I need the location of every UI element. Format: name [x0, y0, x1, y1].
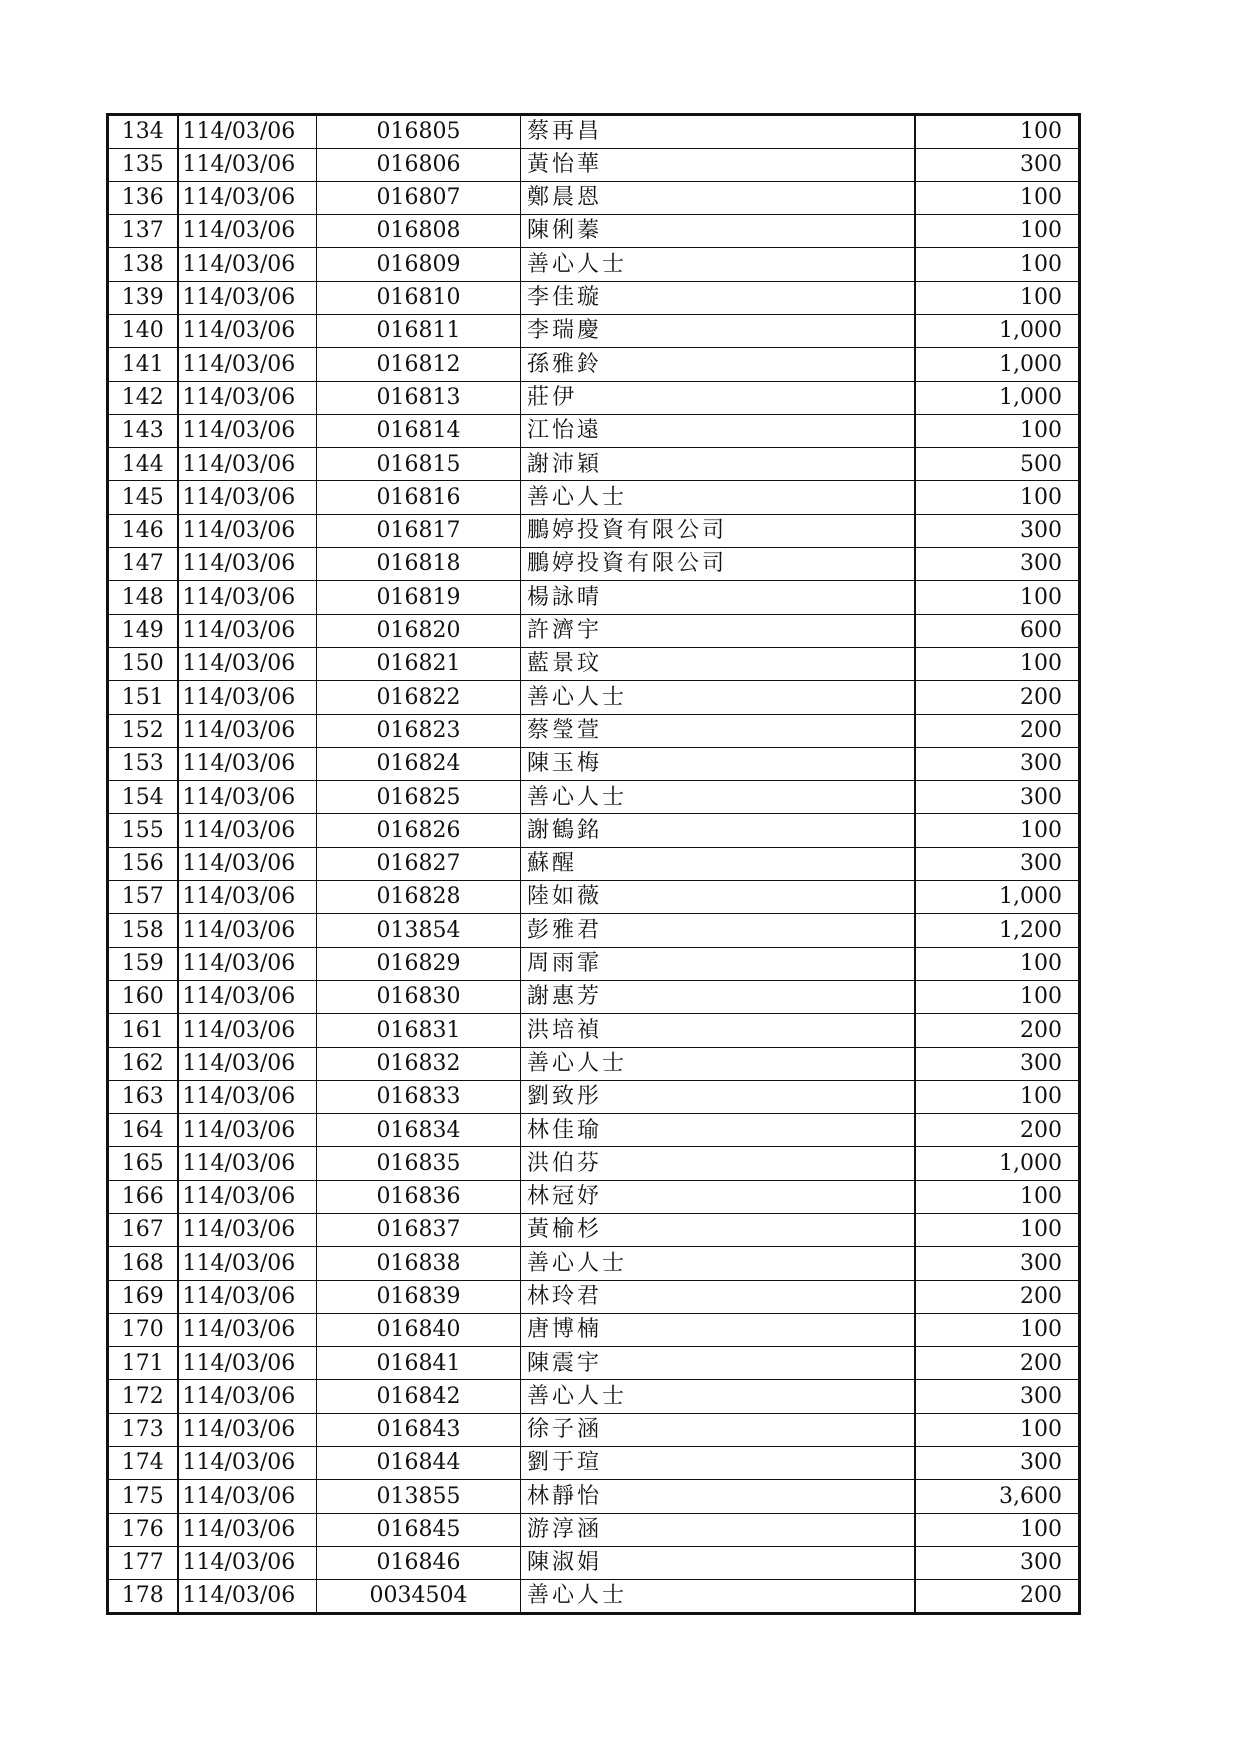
- donor-name-cell: 林冠妤: [521, 1180, 915, 1213]
- row-number-cell: 172: [108, 1380, 178, 1413]
- amount-cell: 300: [915, 1546, 1080, 1579]
- row-number-cell: 149: [108, 614, 178, 647]
- row-number-cell: 157: [108, 881, 178, 914]
- date-cell: 114/03/06: [178, 1214, 317, 1247]
- donor-name-cell: 江怡遠: [521, 414, 915, 447]
- date-cell: 114/03/06: [178, 847, 317, 880]
- date-cell: 114/03/06: [178, 947, 317, 980]
- date-cell: 114/03/06: [178, 781, 317, 814]
- amount-cell: 100: [915, 1214, 1080, 1247]
- receipt-number-cell: 016812: [317, 348, 521, 381]
- table-row: [108, 847, 1080, 880]
- donor-name-cell: 善心人士: [521, 1380, 915, 1413]
- date-cell: 114/03/06: [178, 1546, 317, 1579]
- row-number-cell: 163: [108, 1080, 178, 1113]
- amount-cell: 1,000: [915, 1147, 1080, 1180]
- amount-cell: 100: [915, 281, 1080, 314]
- receipt-number-cell: 016845: [317, 1513, 521, 1546]
- amount-cell: 300: [915, 1247, 1080, 1280]
- table-row: [108, 1513, 1080, 1546]
- date-cell: 114/03/06: [178, 1313, 317, 1346]
- date-cell: 114/03/06: [178, 881, 317, 914]
- table-row: [108, 1380, 1080, 1413]
- table-row: [108, 947, 1080, 980]
- row-number-cell: 164: [108, 1114, 178, 1147]
- table-row: [108, 1014, 1080, 1047]
- row-number-cell: 150: [108, 647, 178, 680]
- donor-name-cell: 善心人士: [521, 1247, 915, 1280]
- date-cell: 114/03/06: [178, 514, 317, 547]
- receipt-number-cell: 016818: [317, 548, 521, 581]
- receipt-number-cell: 016807: [317, 181, 521, 214]
- donor-name-cell: 黃怡華: [521, 148, 915, 181]
- table-row: [108, 814, 1080, 847]
- receipt-number-cell: 016815: [317, 448, 521, 481]
- amount-cell: 300: [915, 1047, 1080, 1080]
- date-cell: 114/03/06: [178, 814, 317, 847]
- table-row: [108, 1180, 1080, 1213]
- date-cell: 114/03/06: [178, 215, 317, 248]
- date-cell: 114/03/06: [178, 1447, 317, 1480]
- amount-cell: 300: [915, 514, 1080, 547]
- date-cell: 114/03/06: [178, 1180, 317, 1213]
- date-cell: 114/03/06: [178, 647, 317, 680]
- receipt-number-cell: 016810: [317, 281, 521, 314]
- row-number-cell: 173: [108, 1413, 178, 1446]
- table-row: [108, 614, 1080, 647]
- date-cell: 114/03/06: [178, 248, 317, 281]
- row-number-cell: 134: [108, 115, 178, 149]
- table-row: [108, 1080, 1080, 1113]
- table-row: [108, 1114, 1080, 1147]
- amount-cell: 100: [915, 115, 1080, 149]
- table-row: [108, 681, 1080, 714]
- date-cell: 114/03/06: [178, 1080, 317, 1113]
- donor-name-cell: 彭雅君: [521, 914, 915, 947]
- donation-table: [106, 113, 1081, 1615]
- receipt-number-cell: 016811: [317, 314, 521, 347]
- amount-cell: 200: [915, 1014, 1080, 1047]
- amount-cell: 200: [915, 1114, 1080, 1147]
- date-cell: 114/03/06: [178, 747, 317, 780]
- amount-cell: 200: [915, 714, 1080, 747]
- receipt-number-cell: 016816: [317, 481, 521, 514]
- table-row: [108, 181, 1080, 214]
- row-number-cell: 143: [108, 414, 178, 447]
- donor-name-cell: 林佳瑜: [521, 1114, 915, 1147]
- row-number-cell: 162: [108, 1047, 178, 1080]
- date-cell: 114/03/06: [178, 581, 317, 614]
- date-cell: 114/03/06: [178, 980, 317, 1013]
- amount-cell: 100: [915, 414, 1080, 447]
- table-row: [108, 1347, 1080, 1380]
- receipt-number-cell: 016842: [317, 1380, 521, 1413]
- donor-name-cell: 善心人士: [521, 248, 915, 281]
- row-number-cell: 151: [108, 681, 178, 714]
- receipt-number-cell: 016841: [317, 1347, 521, 1380]
- donor-name-cell: 莊伊: [521, 381, 915, 414]
- receipt-number-cell: 016809: [317, 248, 521, 281]
- receipt-number-cell: 016835: [317, 1147, 521, 1180]
- donor-name-cell: 李佳璇: [521, 281, 915, 314]
- table-row: [108, 1546, 1080, 1579]
- receipt-number-cell: 016834: [317, 1114, 521, 1147]
- row-number-cell: 144: [108, 448, 178, 481]
- date-cell: 114/03/06: [178, 414, 317, 447]
- receipt-number-cell: 016829: [317, 947, 521, 980]
- date-cell: 114/03/06: [178, 1147, 317, 1180]
- row-number-cell: 152: [108, 714, 178, 747]
- table-row: [108, 581, 1080, 614]
- date-cell: 114/03/06: [178, 281, 317, 314]
- donor-name-cell: 蔡再昌: [521, 115, 915, 149]
- amount-cell: 100: [915, 947, 1080, 980]
- table-row: [108, 1413, 1080, 1446]
- row-number-cell: 136: [108, 181, 178, 214]
- table-row: [108, 1480, 1080, 1513]
- date-cell: 114/03/06: [178, 681, 317, 714]
- date-cell: 114/03/06: [178, 1114, 317, 1147]
- donor-name-cell: 林玲君: [521, 1280, 915, 1313]
- receipt-number-cell: 016838: [317, 1247, 521, 1280]
- amount-cell: 1,000: [915, 381, 1080, 414]
- receipt-number-cell: 016840: [317, 1313, 521, 1346]
- receipt-number-cell: 016824: [317, 747, 521, 780]
- donor-name-cell: 游淳涵: [521, 1513, 915, 1546]
- receipt-number-cell: 0034504: [317, 1580, 521, 1614]
- table-row: [108, 1447, 1080, 1480]
- amount-cell: 200: [915, 1347, 1080, 1380]
- receipt-number-cell: 016828: [317, 881, 521, 914]
- amount-cell: 500: [915, 448, 1080, 481]
- table-row: [108, 281, 1080, 314]
- table-row: [108, 1214, 1080, 1247]
- row-number-cell: 135: [108, 148, 178, 181]
- table-row: [108, 448, 1080, 481]
- receipt-number-cell: 016820: [317, 614, 521, 647]
- receipt-number-cell: 016839: [317, 1280, 521, 1313]
- donor-name-cell: 孫雅鈴: [521, 348, 915, 381]
- date-cell: 114/03/06: [178, 348, 317, 381]
- amount-cell: 300: [915, 1447, 1080, 1480]
- amount-cell: 600: [915, 614, 1080, 647]
- donor-name-cell: 周雨霏: [521, 947, 915, 980]
- donor-name-cell: 劉于瑄: [521, 1447, 915, 1480]
- row-number-cell: 165: [108, 1147, 178, 1180]
- amount-cell: 1,000: [915, 314, 1080, 347]
- donor-name-cell: 善心人士: [521, 1580, 915, 1614]
- donor-name-cell: 善心人士: [521, 1047, 915, 1080]
- date-cell: 114/03/06: [178, 1347, 317, 1380]
- row-number-cell: 175: [108, 1480, 178, 1513]
- receipt-number-cell: 016822: [317, 681, 521, 714]
- row-number-cell: 161: [108, 1014, 178, 1047]
- row-number-cell: 159: [108, 947, 178, 980]
- table-row: [108, 714, 1080, 747]
- date-cell: 114/03/06: [178, 1480, 317, 1513]
- amount-cell: 200: [915, 1280, 1080, 1313]
- receipt-number-cell: 016826: [317, 814, 521, 847]
- amount-cell: 100: [915, 1080, 1080, 1113]
- table-row: [108, 148, 1080, 181]
- donor-name-cell: 善心人士: [521, 681, 915, 714]
- row-number-cell: 148: [108, 581, 178, 614]
- table-row: [108, 1147, 1080, 1180]
- date-cell: 114/03/06: [178, 381, 317, 414]
- receipt-number-cell: 016836: [317, 1180, 521, 1213]
- amount-cell: 300: [915, 548, 1080, 581]
- amount-cell: 100: [915, 1413, 1080, 1446]
- row-number-cell: 171: [108, 1347, 178, 1380]
- date-cell: 114/03/06: [178, 1047, 317, 1080]
- row-number-cell: 170: [108, 1313, 178, 1346]
- donor-name-cell: 善心人士: [521, 481, 915, 514]
- table-row: [108, 514, 1080, 547]
- row-number-cell: 145: [108, 481, 178, 514]
- row-number-cell: 160: [108, 980, 178, 1013]
- receipt-number-cell: 016846: [317, 1546, 521, 1579]
- row-number-cell: 141: [108, 348, 178, 381]
- receipt-number-cell: 016817: [317, 514, 521, 547]
- amount-cell: 1,000: [915, 881, 1080, 914]
- date-cell: 114/03/06: [178, 614, 317, 647]
- receipt-number-cell: 016813: [317, 381, 521, 414]
- donor-name-cell: 許濟宇: [521, 614, 915, 647]
- amount-cell: 100: [915, 581, 1080, 614]
- donor-name-cell: 謝沛穎: [521, 448, 915, 481]
- amount-cell: 100: [915, 814, 1080, 847]
- table-row: [108, 1280, 1080, 1313]
- donor-name-cell: 林靜怡: [521, 1480, 915, 1513]
- donor-name-cell: 徐子涵: [521, 1413, 915, 1446]
- row-number-cell: 154: [108, 781, 178, 814]
- amount-cell: 1,200: [915, 914, 1080, 947]
- amount-cell: 200: [915, 1580, 1080, 1614]
- donor-name-cell: 藍景玟: [521, 647, 915, 680]
- date-cell: 114/03/06: [178, 1513, 317, 1546]
- row-number-cell: 168: [108, 1247, 178, 1280]
- receipt-number-cell: 016805: [317, 115, 521, 149]
- amount-cell: 100: [915, 248, 1080, 281]
- table-row: [108, 747, 1080, 780]
- row-number-cell: 137: [108, 215, 178, 248]
- donor-name-cell: 謝惠芳: [521, 980, 915, 1013]
- receipt-number-cell: 016821: [317, 647, 521, 680]
- donor-name-cell: 黃榆杉: [521, 1214, 915, 1247]
- donor-name-cell: 劉致彤: [521, 1080, 915, 1113]
- table-row: [108, 1047, 1080, 1080]
- row-number-cell: 138: [108, 248, 178, 281]
- receipt-number-cell: 016832: [317, 1047, 521, 1080]
- row-number-cell: 140: [108, 314, 178, 347]
- date-cell: 114/03/06: [178, 148, 317, 181]
- receipt-number-cell: 016831: [317, 1014, 521, 1047]
- donation-table-body: [108, 115, 1080, 1614]
- table-row: [108, 215, 1080, 248]
- table-row: [108, 980, 1080, 1013]
- donor-name-cell: 陳玉梅: [521, 747, 915, 780]
- amount-cell: 300: [915, 148, 1080, 181]
- receipt-number-cell: 016843: [317, 1413, 521, 1446]
- donor-name-cell: 陳淑娟: [521, 1546, 915, 1579]
- date-cell: 114/03/06: [178, 1380, 317, 1413]
- amount-cell: 100: [915, 481, 1080, 514]
- row-number-cell: 166: [108, 1180, 178, 1213]
- row-number-cell: 142: [108, 381, 178, 414]
- date-cell: 114/03/06: [178, 714, 317, 747]
- receipt-number-cell: 016833: [317, 1080, 521, 1113]
- donor-name-cell: 唐博楠: [521, 1313, 915, 1346]
- row-number-cell: 147: [108, 548, 178, 581]
- row-number-cell: 174: [108, 1447, 178, 1480]
- table-row: [108, 1313, 1080, 1346]
- table-row: [108, 314, 1080, 347]
- receipt-number-cell: 016823: [317, 714, 521, 747]
- receipt-number-cell: 016819: [317, 581, 521, 614]
- receipt-number-cell: 016806: [317, 148, 521, 181]
- row-number-cell: 155: [108, 814, 178, 847]
- amount-cell: 1,000: [915, 348, 1080, 381]
- receipt-number-cell: 013855: [317, 1480, 521, 1513]
- amount-cell: 3,600: [915, 1480, 1080, 1513]
- row-number-cell: 177: [108, 1546, 178, 1579]
- date-cell: 114/03/06: [178, 481, 317, 514]
- row-number-cell: 153: [108, 747, 178, 780]
- table-row: [108, 881, 1080, 914]
- donor-name-cell: 楊詠晴: [521, 581, 915, 614]
- table-row: [108, 115, 1080, 149]
- donor-name-cell: 洪培禎: [521, 1014, 915, 1047]
- donor-name-cell: 陳俐蓁: [521, 215, 915, 248]
- table-row: [108, 781, 1080, 814]
- date-cell: 114/03/06: [178, 181, 317, 214]
- table-row: [108, 414, 1080, 447]
- receipt-number-cell: 016808: [317, 215, 521, 248]
- row-number-cell: 139: [108, 281, 178, 314]
- donor-name-cell: 善心人士: [521, 781, 915, 814]
- row-number-cell: 178: [108, 1580, 178, 1614]
- table-row: [108, 1247, 1080, 1280]
- amount-cell: 300: [915, 1380, 1080, 1413]
- row-number-cell: 156: [108, 847, 178, 880]
- donor-name-cell: 鵬婷投資有限公司: [521, 514, 915, 547]
- donor-name-cell: 謝鶴銘: [521, 814, 915, 847]
- donor-name-cell: 李瑞慶: [521, 314, 915, 347]
- date-cell: 114/03/06: [178, 548, 317, 581]
- table-row: [108, 348, 1080, 381]
- amount-cell: 300: [915, 781, 1080, 814]
- date-cell: 114/03/06: [178, 1247, 317, 1280]
- amount-cell: 100: [915, 1513, 1080, 1546]
- date-cell: 114/03/06: [178, 1280, 317, 1313]
- donor-name-cell: 蘇醒: [521, 847, 915, 880]
- donor-name-cell: 鄭晨恩: [521, 181, 915, 214]
- receipt-number-cell: 016825: [317, 781, 521, 814]
- row-number-cell: 167: [108, 1214, 178, 1247]
- receipt-number-cell: 016837: [317, 1214, 521, 1247]
- donor-name-cell: 陳震宇: [521, 1347, 915, 1380]
- date-cell: 114/03/06: [178, 448, 317, 481]
- date-cell: 114/03/06: [178, 914, 317, 947]
- amount-cell: 100: [915, 215, 1080, 248]
- amount-cell: 300: [915, 747, 1080, 780]
- amount-cell: 200: [915, 681, 1080, 714]
- donor-name-cell: 洪伯芬: [521, 1147, 915, 1180]
- receipt-number-cell: 016827: [317, 847, 521, 880]
- date-cell: 114/03/06: [178, 1580, 317, 1614]
- table-row: [108, 481, 1080, 514]
- receipt-number-cell: 016814: [317, 414, 521, 447]
- row-number-cell: 169: [108, 1280, 178, 1313]
- table-row: [108, 647, 1080, 680]
- row-number-cell: 158: [108, 914, 178, 947]
- table-row: [108, 548, 1080, 581]
- date-cell: 114/03/06: [178, 115, 317, 149]
- row-number-cell: 176: [108, 1513, 178, 1546]
- amount-cell: 100: [915, 647, 1080, 680]
- row-number-cell: 146: [108, 514, 178, 547]
- amount-cell: 300: [915, 847, 1080, 880]
- donor-name-cell: 蔡瑩萱: [521, 714, 915, 747]
- receipt-number-cell: 016844: [317, 1447, 521, 1480]
- amount-cell: 100: [915, 980, 1080, 1013]
- receipt-number-cell: 016830: [317, 980, 521, 1013]
- table-row: [108, 381, 1080, 414]
- donor-name-cell: 陸如薇: [521, 881, 915, 914]
- date-cell: 114/03/06: [178, 1014, 317, 1047]
- amount-cell: 100: [915, 181, 1080, 214]
- date-cell: 114/03/06: [178, 314, 317, 347]
- receipt-number-cell: 013854: [317, 914, 521, 947]
- table-row: [108, 914, 1080, 947]
- donor-name-cell: 鵬婷投資有限公司: [521, 548, 915, 581]
- table-row: [108, 1580, 1080, 1614]
- amount-cell: 100: [915, 1180, 1080, 1213]
- date-cell: 114/03/06: [178, 1413, 317, 1446]
- amount-cell: 100: [915, 1313, 1080, 1346]
- table-row: [108, 248, 1080, 281]
